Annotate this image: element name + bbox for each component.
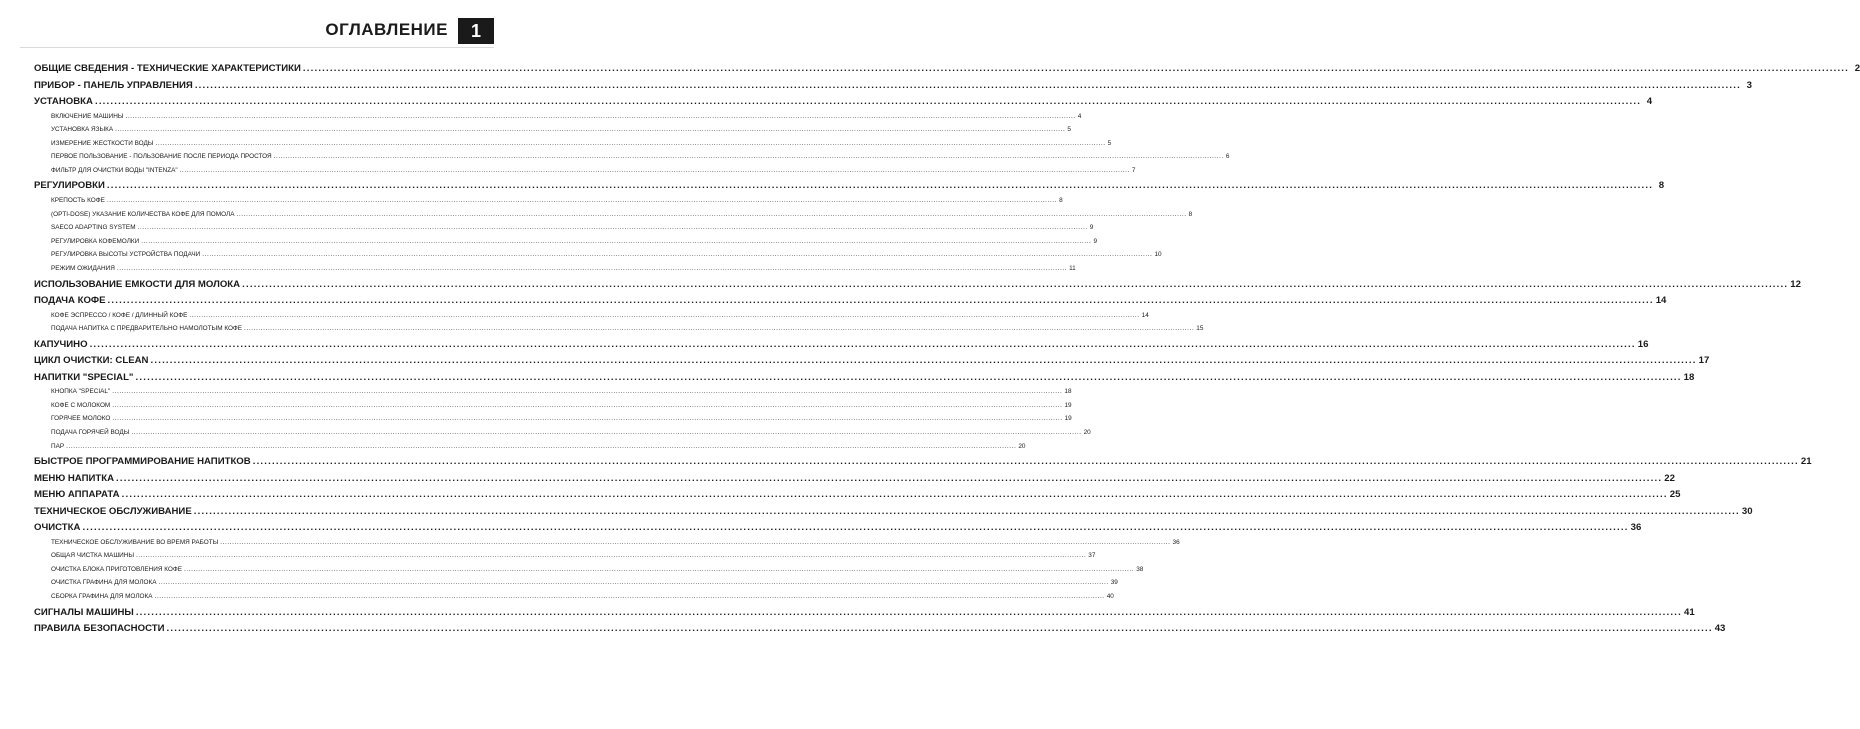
toc-entry-page: 19 [1064,401,1072,409]
dot-leader: ................................................................................................................................................................................................................................................................................................................................................................................................................ [66,442,1017,450]
dot-leader: ................................................................................................................................................................................................................................................................................................................................................................................................................ [220,538,1171,546]
toc-subsection-entry[interactable] [34,325,1204,339]
toc-section-entry[interactable] [34,472,1675,490]
header-divider [20,47,494,48]
toc-section-entry[interactable] [34,355,1710,372]
toc-entry-page: 40 [1106,593,1114,601]
toc-entry-title: РЕГУЛИРОВКИ [34,180,105,192]
toc-entry-page: 41 [1684,606,1695,618]
toc-entry-title: КОФЕ ЭСПРЕССО / КОФЕ / ДЛИННЫЙ КОФЕ [51,311,188,319]
toc-entry-page: 7 [1131,166,1136,174]
toc-entry-title: СБОРКА ГРАФИНА ДЛЯ МОЛОКА [51,593,153,601]
toc-entry-title: НАПИТКИ "SPECIAL" [34,371,134,383]
toc-entry-page: 4 [1646,96,1653,107]
toc-entry-page: 19 [1064,415,1072,423]
toc-entry-title: ПРИБОР - ПАНЕЛЬ УПРАВЛЕНИЯ [34,79,193,91]
toc-subsection-entry[interactable] [34,565,1144,580]
toc-subsection-entry[interactable] [34,251,1162,265]
dot-leader: ................................................................................................................................................................................................................................................................................................................................................................................................................ [183,565,1135,573]
toc-entry-page: 16 [1637,338,1649,350]
toc-subsection-entry[interactable] [34,311,1149,326]
toc-section-entry[interactable] [34,522,1642,539]
dot-leader: ................................................................................................................................................................................................................................................................................................................................................................................................................ [131,429,1082,436]
toc-entry-page: 37 [1088,552,1096,560]
dot-leader: ................................................................................................................................................................................................................................................................................................................................................................................................................ [115,126,1066,134]
dot-leader: ................................................................................................................................................................................................................................................................................................................................................................................................................ [150,355,1697,367]
toc-entry-page: 17 [1698,355,1710,367]
toc-subsection-entry[interactable] [34,415,1072,429]
toc-section-entry[interactable] [34,338,1649,356]
toc-entry-page: 8 [1188,210,1193,218]
toc-entry-page: 8 [1059,196,1063,204]
toc-entry-title: ТЕХНИЧЕСКОЕ ОБСЛУЖИВАНИЕ ВО ВРЕМЯ РАБОТЫ [51,538,219,546]
toc-entry-page: 5 [1067,126,1071,134]
toc-entry-page: 6 [1225,153,1230,161]
dot-leader: ................................................................................................................................................................................................................................................................................................................................................................................................................ [242,278,1789,290]
toc-subsection-entry[interactable] [34,401,1072,416]
toc-entry-title: ЦИКЛ ОЧИСТКИ: CLEAN [34,355,149,367]
toc-entry-title: ИЗМЕРЕНИЕ ЖЕСТКОСТИ ВОДЫ [51,139,154,147]
dot-leader: ................................................................................................................................................................................................................................................................................................................................................................................................................ [202,251,1153,259]
toc-subsection-entry[interactable] [34,593,1114,607]
toc-entry-title: ОЧИСТКА ГРАФИНА ДЛЯ МОЛОКА [51,579,157,587]
page-header [0,18,516,44]
toc-entry-title: ТЕХНИЧЕСКОЕ ОБСЛУЖИВАНИЕ [34,505,192,517]
toc-entry-title: БЫСТРОЕ ПРОГРАММИРОВАНИЕ НАПИТКОВ [34,456,251,468]
toc-subsection-entry[interactable] [34,552,1096,566]
toc-subsection-entry[interactable] [34,210,1193,225]
toc-entry-title: МЕНЮ АППАРАТА [34,489,120,501]
toc-entry-title: СИГНАЛЫ МАШИНЫ [34,606,134,618]
toc-subsection-entry[interactable] [34,442,1026,457]
toc-subsection-entry[interactable] [34,538,1180,553]
toc-subsection-entry[interactable] [34,429,1091,443]
toc-entry-page: 30 [1741,505,1753,517]
dot-leader: ................................................................................................................................................................................................................................................................................................................................................................................................................ [193,505,1740,517]
dot-leader: ................................................................................................................................................................................................................................................................................................................................................................................................................ [112,415,1063,423]
page-number-badge: 1 [458,18,494,44]
toc-entry-title: ОЧИСТКА [34,522,81,534]
toc-entry-page: 9 [1093,237,1097,245]
dot-leader: ................................................................................................................................................................................................................................................................................................................................................................................................................ [82,522,1629,534]
toc-entry-page: 18 [1064,388,1072,396]
toc-entry-page: 15 [1196,325,1204,333]
toc-section-entry[interactable] [34,180,1665,197]
toc-subsection-entry[interactable] [34,224,1094,238]
toc-entry-page: 3 [1746,79,1752,91]
dot-leader: ................................................................................................................................................................................................................................................................................................................................................................................................................ [166,623,1713,635]
dot-leader: ................................................................................................................................................................................................................................................................................................................................................................................................................ [154,593,1105,601]
toc-entry-title: РЕГУЛИРОВКА КОФЕМОЛКИ [51,237,140,245]
toc-subsection-entry[interactable] [34,139,1112,154]
toc-entry-page: 8 [1658,180,1665,192]
dot-leader: ................................................................................................................................................................................................................................................................................................................................................................................................................ [116,472,1663,484]
toc-section-entry[interactable] [34,371,1695,389]
toc-subsection-entry[interactable] [34,579,1118,593]
dot-leader: ................................................................................................................................................................................................................................................................................................................................................................................................................ [194,79,1741,91]
dot-leader: ................................................................................................................................................................................................................................................................................................................................................................................................................ [89,338,1636,350]
toc-section-entry[interactable] [34,79,1752,97]
dot-leader: ................................................................................................................................................................................................................................................................................................................................................................................................................ [137,224,1088,232]
toc-entry-page: 43 [1714,623,1726,635]
dot-leader: ................................................................................................................................................................................................................................................................................................................................................................................................................ [112,401,1063,409]
toc-entry-title: ПОДАЧА НАПИТКА С ПРЕДВАРИТЕЛЬНО НАМОЛОТЫМ КОФЕ [51,325,243,333]
toc-entry-title: МЕНЮ НАПИТКА [34,472,115,484]
toc-subsection-entry[interactable] [34,237,1097,252]
toc-entry-page: 22 [1664,472,1675,484]
dot-leader: ................................................................................................................................................................................................................................................................................................................................................................................................................ [112,388,1063,396]
toc-entry-title: КНОПКА "SPECIAL" [51,388,111,396]
dot-leader: ................................................................................................................................................................................................................................................................................................................................................................................................................ [252,456,1799,468]
toc-section-entry[interactable] [34,606,1695,624]
toc-entry-page: 38 [1136,565,1144,573]
toc-subsection-entry[interactable] [34,153,1230,167]
toc-entry-title: КОФЕ С МОЛОКОМ [51,401,111,409]
toc-entry-title: ПОДАЧА ГОРЯЧЕЙ ВОДЫ [51,429,130,436]
toc-entry-page: 14 [1655,295,1667,307]
toc-entry-title: УСТАНОВКА ЯЗЫКА [51,126,114,134]
dot-leader: ................................................................................................................................................................................................................................................................................................................................................................................................................ [106,180,1654,192]
toc-entry-title: КАПУЧИНО [34,338,88,350]
toc-entry-title: ВКЛЮЧЕНИЕ МАШИНЫ [51,112,124,120]
dot-leader: ................................................................................................................................................................................................................................................................................................................................................................................................................ [179,166,1130,174]
dot-leader: ................................................................................................................................................................................................................................................................................................................................................................................................................ [94,96,1642,107]
page-title: ОГЛАВЛЕНИЕ [325,20,448,39]
dot-leader: ................................................................................................................................................................................................................................................................................................................................................................................................................ [125,112,1076,120]
dot-leader: ................................................................................................................................................................................................................................................................................................................................................................................................................ [273,153,1224,161]
toc-section-entry[interactable] [34,278,1801,296]
toc-entry-page: 36 [1172,538,1180,546]
toc-entry-title: ФИЛЬТР ДЛЯ ОЧИСТКИ ВОДЫ "INTENZA" [51,166,178,174]
dot-leader: ................................................................................................................................................................................................................................................................................................................................................................................................................ [106,196,1058,204]
toc-entry-page: 39 [1110,579,1118,587]
toc-entry-title: ГОРЯЧЕЕ МОЛОКО [51,415,111,423]
dot-leader: ................................................................................................................................................................................................................................................................................................................................................................................................................ [136,552,1087,560]
toc-entry-page: 4 [1077,112,1082,120]
toc-subsection-entry[interactable] [34,126,1071,140]
toc-section-entry[interactable] [34,63,1860,80]
toc-entry-page: 18 [1683,371,1695,383]
toc-entry-title: УСТАНОВКА [34,96,93,107]
toc-section-entry[interactable] [34,623,1726,640]
toc-entry-page: 2 [1854,63,1860,74]
dot-leader: ................................................................................................................................................................................................................................................................................................................................................................................................................ [107,295,1654,307]
toc-entry-title: КРЕПОСТЬ КОФЕ [51,196,105,204]
toc-entry-title: ПРАВИЛА БЕЗОПАСНОСТИ [34,623,165,635]
toc-entry-title: (OPTI-DOSE) УКАЗАНИЕ КОЛИЧЕСТВА КОФЕ ДЛЯ ПОМОЛА [51,210,235,218]
toc-section-entry[interactable] [34,295,1667,312]
dot-leader: ................................................................................................................................................................................................................................................................................................................................................................................................................ [158,579,1109,587]
toc-entry-page: 36 [1630,522,1642,534]
toc-subsection-entry[interactable] [34,166,1136,181]
dot-leader: ................................................................................................................................................................................................................................................................................................................................................................................................................ [155,139,1106,147]
dot-leader: ................................................................................................................................................................................................................................................................................................................................................................................................................ [302,63,1850,74]
toc-entry-page: 25 [1669,489,1681,501]
toc-section-entry[interactable] [34,456,1812,473]
dot-leader: ................................................................................................................................................................................................................................................................................................................................................................................................................ [189,311,1140,319]
dot-leader: ................................................................................................................................................................................................................................................................................................................................................................................................................ [116,264,1068,272]
toc-entry-title: РЕЖИМ ОЖИДАНИЯ [51,264,115,272]
toc-subsection-entry[interactable] [34,264,1076,279]
toc-entry-page: 21 [1800,456,1812,468]
toc-entry-page: 11 [1069,264,1076,272]
toc-entry-title: РЕГУЛИРОВКА ВЫСОТЫ УСТРОЙСТВА ПОДАЧИ [51,251,201,259]
toc-subsection-entry[interactable] [34,196,1063,211]
toc-entry-page: 20 [1018,442,1026,450]
dot-leader: ................................................................................................................................................................................................................................................................................................................................................................................................................ [121,489,1668,501]
toc-entry-title: ОБЩИЕ СВЕДЕНИЯ - ТЕХНИЧЕСКИЕ ХАРАКТЕРИСТИКИ [34,63,301,74]
toc-entry-title: ПАР [51,442,65,450]
toc-entry-page: 20 [1083,429,1091,436]
toc-subsection-entry[interactable] [34,112,1082,127]
toc-entry-page: 5 [1107,139,1112,147]
toc-entry-title: ПЕРВОЕ ПОЛЬЗОВАНИЕ - ПОЛЬЗОВАНИЕ ПОСЛЕ ПЕРИОДА ПРОСТОЯ [51,153,272,161]
dot-leader: ................................................................................................................................................................................................................................................................................................................................................................................................................ [135,371,1682,383]
toc-entry-title: SAECO ADAPTING SYSTEM [51,224,136,232]
toc-entry-title: ОЧИСТКА БЛОКА ПРИГОТОВЛЕНИЯ КОФЕ [51,565,182,573]
dot-leader: ................................................................................................................................................................................................................................................................................................................................................................................................................ [236,210,1187,218]
toc-entry-page: 14 [1141,311,1149,319]
table-of-contents [34,63,1860,640]
toc-entry-page: 12 [1790,278,1801,290]
toc-entry-title: ПОДАЧА КОФЕ [34,295,106,307]
toc-entry-page: 10 [1154,251,1162,259]
toc-entry-title: ИСПОЛЬЗОВАНИЕ ЕМКОСТИ ДЛЯ МОЛОКА [34,278,241,290]
toc-section-entry[interactable] [34,96,1653,113]
toc-entry-page: 9 [1089,224,1094,232]
toc-entry-title: ОБЩАЯ ЧИСТКА МАШИНЫ [51,552,135,560]
toc-section-entry[interactable] [34,505,1753,523]
toc-subsection-entry[interactable] [34,388,1072,402]
dot-leader: ................................................................................................................................................................................................................................................................................................................................................................................................................ [141,237,1092,245]
dot-leader: ................................................................................................................................................................................................................................................................................................................................................................................................................ [244,325,1195,333]
dot-leader: ................................................................................................................................................................................................................................................................................................................................................................................................................ [135,606,1682,618]
toc-section-entry[interactable] [34,489,1681,506]
